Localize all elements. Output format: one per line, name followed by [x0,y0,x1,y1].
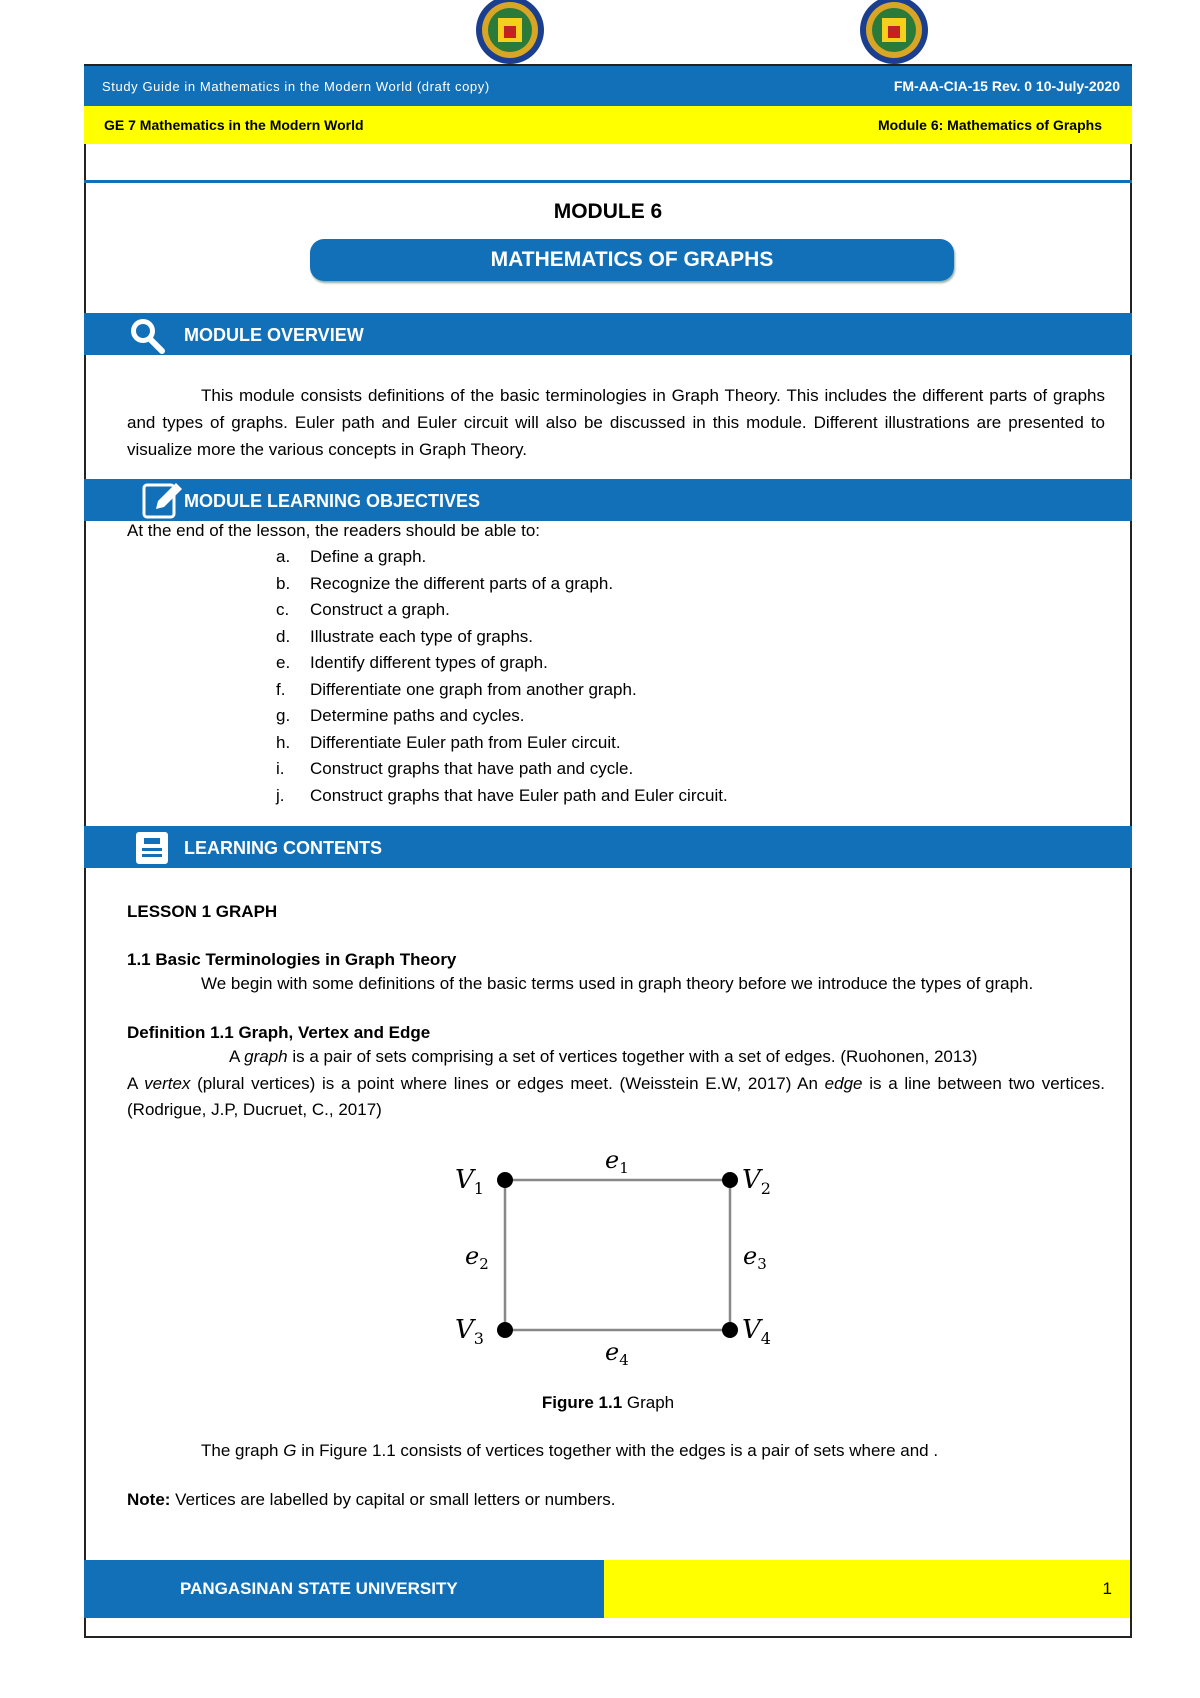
vertex-v1 [497,1172,513,1188]
pencil-edit-icon [142,481,184,521]
form-code: FM-AA-CIA-15 Rev. 0 10-July-2020 [893,78,1120,94]
definition-line-vertex-edge [127,1071,1105,1123]
objectives-heading: MODULE LEARNING OBJECTIVES [184,491,481,511]
objective-text: Differentiate one graph from another graph. [310,679,637,699]
vertex-v4 [722,1322,738,1338]
edge-label-e1: $e_1$ [605,1146,629,1177]
expl-text: in Figure 1.1 consists of vertices together with the edges is a pair of sets where and . [296,1441,939,1460]
contents-heading: LEARNING CONTENTS [184,838,382,858]
def-text: A [229,1047,245,1066]
edge-label-e4: $e_4$ [605,1338,629,1369]
objective-letter: i. [276,759,285,778]
objectives-list [276,547,976,817]
caption-label: Figure 1.1 [541,1393,623,1412]
module-number: MODULE 6 [553,200,663,223]
caption-text: Graph [622,1393,675,1412]
module-reference: Module 6: Mathematics of Graphs [877,117,1102,133]
university-seal-logo-left [460,0,560,72]
objective-letter: j. [276,785,285,805]
definition-title: Definition 1.1 Graph, Vertex and Edge [127,1023,431,1042]
figure-caption [84,1393,1132,1413]
objective-letter: e. [276,653,291,672]
objective-text: Differentiate Euler path from Euler circuit. [310,732,621,752]
note-label: Note: [127,1490,171,1509]
lesson-title: LESSON 1 GRAPH [127,902,278,921]
objective-letter: c. [276,600,290,619]
graph-figure [440,1140,800,1370]
def-text: (plural vertices) is a point where lines or edges meet. (Weisstein E.W, 2017) An [190,1074,825,1093]
objective-text: Construct graphs that have Euler path and Euler circuit. [310,785,728,805]
expl-text: The graph [201,1441,284,1460]
term-vertex: vertex [144,1074,191,1093]
footer-university-bar [84,1560,604,1618]
university-name: PANGASINAN STATE UNIVERSITY [180,1579,458,1598]
objectives-intro: At the end of the lesson, the readers should be able to: [127,521,541,540]
graph-symbol: G [283,1441,297,1460]
definition-line-graph [229,1047,977,1067]
objective-text: Construct a graph. [310,600,450,619]
header-divider [84,180,1132,183]
vertex-label-v4: $V_4$ [742,1315,771,1348]
objective-text: Define a graph. [310,547,427,566]
def-text: is a pair of sets comprising a set of vertices together with a set of edges. (Ruohonen, 2013) [287,1047,978,1066]
section-text: We begin with some definitions of the basic terms used in graph theory before we introduce the types of graph. [201,974,1034,993]
figure-explanation [201,1441,938,1461]
objective-text: Recognize the different parts of a graph. [310,573,614,593]
vertex-label-v2: $V_2$ [742,1165,771,1198]
objective-letter: g. [276,706,291,725]
overview-section-bar [84,313,1132,355]
objective-letter: d. [276,626,291,646]
header-bar [84,66,1132,106]
course-bar [84,106,1132,144]
edge-label-e2: $e_2$ [465,1242,489,1273]
contents-section-bar [84,826,1132,868]
edge-label-e3: $e_3$ [743,1242,767,1273]
vertex-label-v3: $V_3$ [455,1315,484,1348]
objective-letter: f. [276,679,286,699]
footer-page-bar [604,1560,1130,1618]
module-title: MATHEMATICS OF GRAPHS [490,248,774,271]
module-title-banner [310,239,954,281]
def-text: A [127,1074,145,1093]
objective-text: Identify different types of graph. [310,653,548,672]
objective-letter: h. [276,732,291,752]
objective-text: Illustrate each type of graphs. [310,626,534,646]
def-text: is a line between two vertices. (Rodrigue, J.P, Ducruet, C., 2017) [127,1074,1105,1119]
section-title: 1.1 Basic Terminologies in Graph Theory [127,950,457,969]
vertex-v2 [722,1172,738,1188]
magnifier-icon [126,315,168,355]
objective-text: Determine paths and cycles. [310,706,525,725]
page-number: 1 [1102,1579,1112,1598]
note [127,1490,615,1510]
objective-letter: b. [276,573,291,593]
objective-letter: a. [276,547,291,566]
overview-text: This module consists definitions of the basic terminologies in Graph Theory. This includes the different parts of graphs and types of graphs. Euler path and Euler circuit will also be discussed in this module. Different illustrations are presented to visualize more the various concepts in Graph Theory. [127,386,1105,459]
course-title: GE 7 Mathematics in the Modern World [104,117,364,133]
university-seal-logo-right [844,0,944,72]
term-edge: edge [824,1074,863,1093]
term-graph: graph [244,1047,288,1066]
objective-text: Construct graphs that have path and cycle. [310,759,634,778]
overview-heading: MODULE OVERVIEW [184,325,364,345]
document-icon [132,828,174,868]
vertex-v3 [497,1322,513,1338]
study-guide-label: Study Guide in Mathematics in the Modern World (draft copy) [102,79,490,94]
vertex-label-v1: $V_1$ [455,1165,484,1198]
objectives-section-bar [84,479,1132,521]
note-text: Vertices are labelled by capital or small letters or numbers. [170,1490,616,1509]
